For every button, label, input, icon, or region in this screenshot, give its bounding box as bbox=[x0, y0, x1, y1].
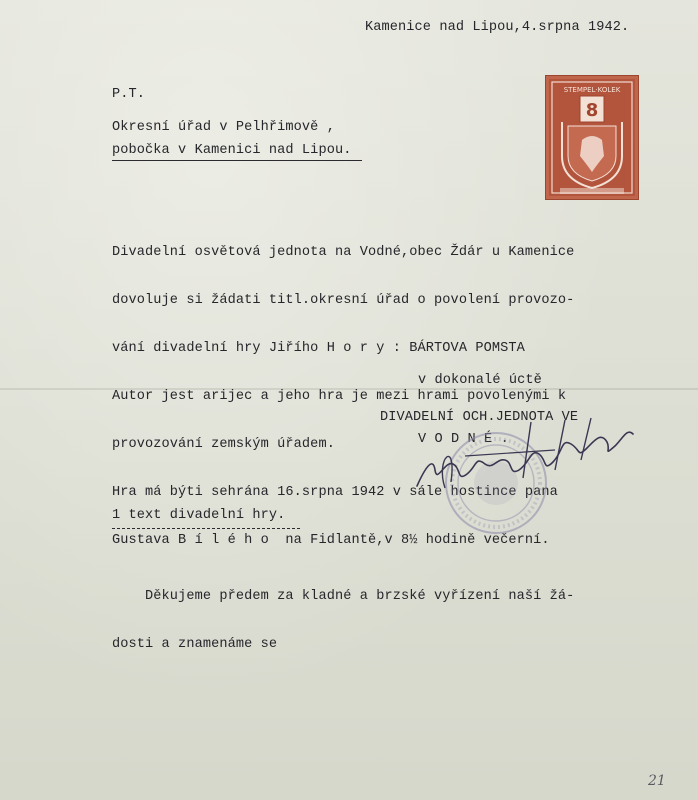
recipient-line-1: Okresní úřad v Pelhřimově , bbox=[112, 120, 335, 135]
salutation: P.T. bbox=[112, 87, 146, 102]
body-line: dosti a znamenáme se bbox=[112, 637, 278, 652]
enclosure-dashes bbox=[112, 528, 300, 530]
handwritten-signature bbox=[405, 398, 645, 508]
recipient-line-2: pobočka v Kamenici nad Lipou. bbox=[112, 143, 352, 158]
body-line: vání divadelní hry Jiřího H o r y : BÁRTOVA POMSTA bbox=[112, 341, 525, 356]
body-line: Gustava B í l é h o na Fidlantě,v 8½ hodině večerní. bbox=[112, 533, 550, 548]
page-number: 21 bbox=[648, 773, 666, 789]
body-line: Divadelní osvětová jednota na Vodné,obec Ždár u Kamenice bbox=[112, 245, 575, 260]
organization-line-1: DIVADELNÍ OCH.JEDNOTA VE bbox=[380, 410, 579, 425]
body-line: Děkujeme předem za kladné a brzské vyřízení naší žá- bbox=[112, 589, 575, 604]
body-line: Autor jest arijec a jeho hra je mezi hrami povolenými k bbox=[112, 389, 567, 404]
body-line: Hra má býti sehrána 16.srpna 1942 v sále hostince pana bbox=[112, 485, 558, 500]
recipient-underline bbox=[112, 160, 362, 161]
enclosure-note: 1 text divadelní hry. bbox=[112, 508, 286, 523]
body-line: provozování zemským úřadem. bbox=[112, 437, 335, 452]
body-line: dovoluje si žádati titl.okresní úřad o povolení provozo- bbox=[112, 293, 575, 308]
stamp-top-text: STEMPEL·KOLEK bbox=[563, 86, 621, 94]
stamp-value: 8 bbox=[585, 100, 599, 121]
date-line: Kamenice nad Lipou,4.srpna 1942. bbox=[365, 20, 630, 35]
revenue-stamp bbox=[545, 75, 639, 200]
closing-line: v dokonalé úctě bbox=[418, 373, 542, 388]
organization-line-2: V O D N É . bbox=[418, 432, 509, 447]
